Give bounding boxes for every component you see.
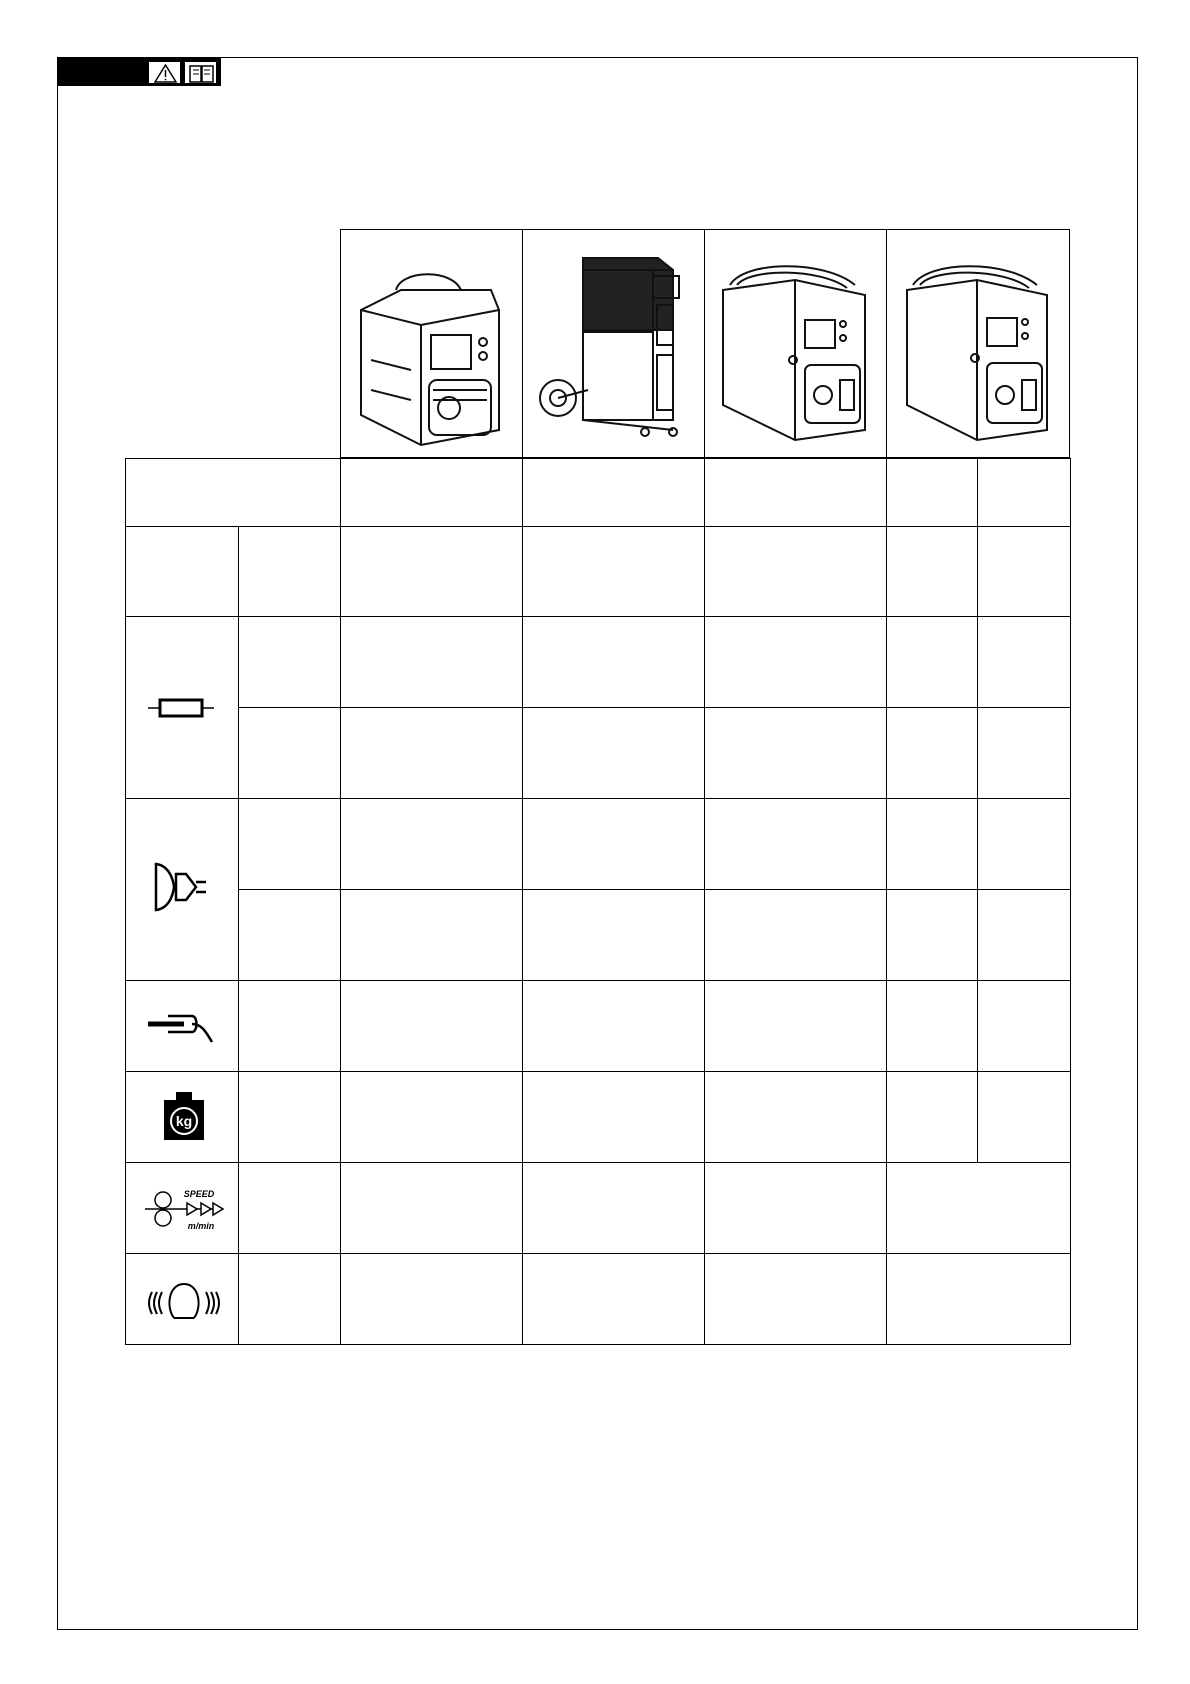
table-cell [238,616,341,708]
table-cell [704,1162,887,1254]
table-cell [340,707,523,799]
table-cell [704,707,887,799]
table-cell [886,526,978,617]
table-cell [886,889,978,981]
table-cell [522,798,705,890]
header-cell [704,458,887,527]
header-cell [340,458,523,527]
product-image-cell-1 [340,229,523,458]
table-cell [704,1071,887,1163]
noise-level-icon [146,1278,222,1326]
cable-section-icon [148,1010,216,1044]
table-cell [977,526,1071,617]
header-cell [977,458,1071,527]
table-cell [238,707,341,799]
table-cell [522,889,705,981]
table-cell [238,1162,341,1254]
table-cell [886,980,978,1072]
power-plug-icon [150,860,216,914]
table-cell [977,1071,1071,1163]
table-cell [340,1253,523,1345]
table-cell [238,798,341,890]
table-cell [238,1253,341,1345]
header-cell [522,458,705,527]
table-cell [704,798,887,890]
table-cell [340,1162,523,1254]
table-cell [704,980,887,1072]
product-image-cell-2 [522,229,705,458]
table-cell [704,889,887,981]
fuse-icon [148,696,214,720]
table-cell [522,980,705,1072]
table-cell [340,798,523,890]
table-cell [522,526,705,617]
header-cell [886,458,978,527]
speed-unit-label: m/min [187,1221,215,1231]
table-cell [340,526,523,617]
table-cell [704,526,887,617]
kg-label: kg [175,1113,193,1129]
table-cell [977,707,1071,799]
table-cell [977,798,1071,890]
compact-welder-icon [341,230,522,457]
table-cell [340,1071,523,1163]
wire-speed-icon [145,1187,225,1239]
product-image-cell-3 [704,229,887,458]
product-image-cell-4 [886,229,1070,458]
table-cell [886,1253,1071,1345]
table-cell [522,616,705,708]
table-cell [704,616,887,708]
table-cell [522,1071,705,1163]
table-cell [977,616,1071,708]
table-cell [522,707,705,799]
speed-label: SPEED [183,1189,215,1199]
portable-welder-icon [705,230,886,457]
table-cell [886,616,978,708]
table-cell [238,889,341,981]
welder-on-trolley-icon [523,230,704,457]
table-cell [704,1253,887,1345]
table-cell [522,1253,705,1345]
table-cell [238,980,341,1072]
table-cell [886,1162,1071,1254]
table-cell [977,980,1071,1072]
header-label-cell [125,458,341,527]
table-cell [977,889,1071,981]
table-cell [340,616,523,708]
table-cell [886,707,978,799]
warning-triangle-icon [148,61,181,84]
open-book-icon [184,61,217,84]
portable-welder-small-icon [887,230,1069,457]
weight-kg-icon [162,1092,206,1140]
table-cell [238,526,341,617]
table-cell [340,980,523,1072]
table-cell [886,798,978,890]
table-cell [238,1071,341,1163]
table-cell [886,1071,978,1163]
table-cell [522,1162,705,1254]
row-label-cell [125,526,239,617]
table-cell [340,889,523,981]
